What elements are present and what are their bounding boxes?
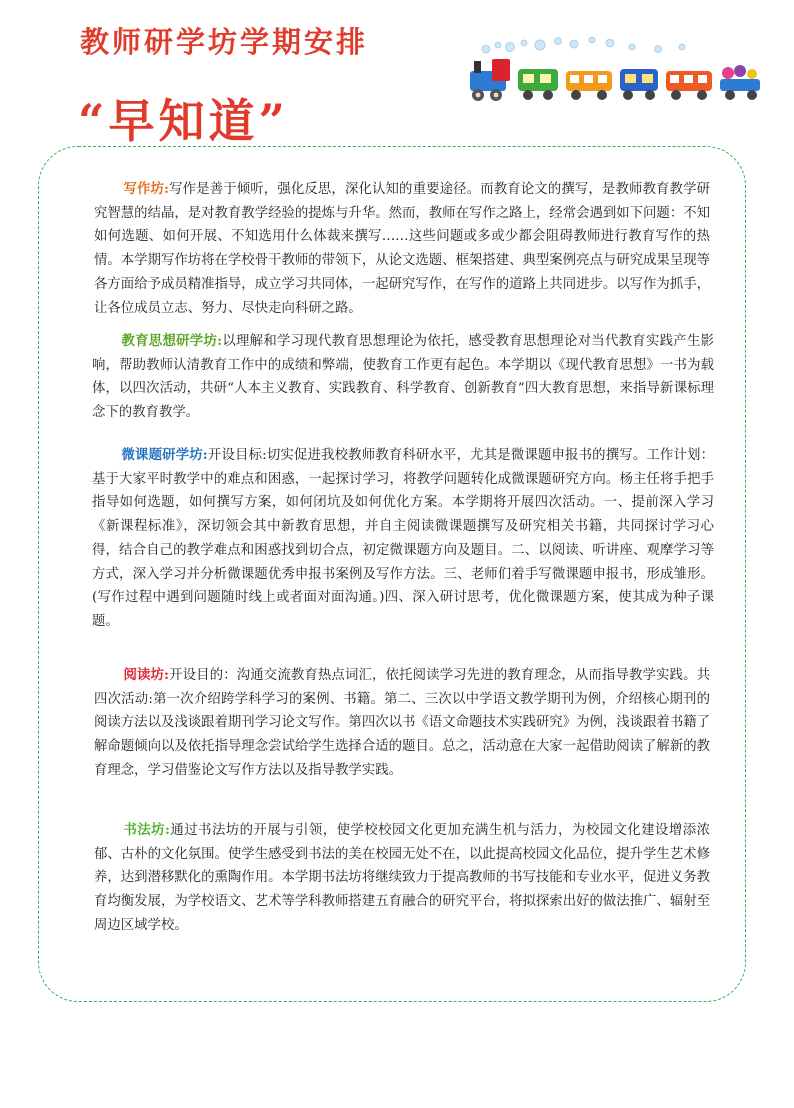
section-text: 通过书法坊的开展与引领，使学校校园文化更加充满生机与活力，为校园文化建设增添浓郁、古朴的文化氛围。使学生感受到书法的美在校园无处不在，以此提高校园文化品位，提升学生艺术修养，达到潜移默化的熏陶作用。本学期书法坊将继续致力于提高教师的书写技能和专业水平，促进义务教育均衡发展，为学校语文、艺术等学科教师搭建五育融合的研究平台，将拟探索出好的做法推广、辐射至周边区域学校。 (94, 823, 710, 933)
section-label: 微课题研学坊: (121, 447, 208, 463)
section-education-thought (92, 330, 714, 425)
section-label: 阅读坊: (123, 667, 169, 683)
section-text: 开设目标:切实促进我校教师教育科研水平，尤其是微课题申报书的撰写。工作计划：基于大家平时教学中的难点和困惑，一起探讨学习，将教学问题转化成微课题研究方向。杨主任将手把手指导如何选题，如何撰写方案，如何闭坑及如何优化方案。本学期将开展四次活动。一、提前深入学习《新课程标准》，深切领会其中新教育思想，并自主阅读微课题撰写及研究相关书籍，共同探讨学习心得，结合自己的教学难点和困惑找到切合点，初定微课题方向及题目。二、以阅读、听讲座、观摩学习等方式，深入学习并分析微课题优秀申报书案例及写作方法。三、老师们着手写微课题申报书，形成雏形。(写作过程中遇到问题随时线上或者面对面沟通。)四、深入研讨思考，优化微课题方案，使其成为种子课题。 (92, 448, 714, 629)
section-text: 以理解和学习现代教育思想理论为依托，感受教育思想理论对当代教育实践产生影响，帮助教师认清教育工作中的成绩和弊端，使教育工作更有起色。本学期以《现代教育思想》一书为载体，以四次活动，共研“人本主义教育、实践教育、科学教育、创新教育”四大教育思想，来指导新课标理念下的教育教学。 (92, 334, 715, 421)
section-label: 书法坊: (123, 822, 170, 838)
section-label: 教育思想研学坊: (121, 333, 223, 349)
train-illustration (462, 35, 782, 105)
section-writing (94, 178, 710, 320)
section-text: 开设目的：沟通交流教育热点词汇，依托阅读学习先进的教育理念，从而指导教学实践。共四次活动:第一次介绍跨学科学习的案例、书籍。第二、三次以中学语文教学期刊为例，介绍核心期刊的阅读方法以及浅谈跟着期刊学习论文写作。第四次以书《语文命题技术实践研究》为例，浅谈跟着书籍了解命题倾向以及依托指导理念尝试给学生选择合适的题目。总之，活动意在大家一起借助阅读了解新的教育理念，学习借鉴论文写作方法以及指导教学实践。 (94, 668, 710, 778)
section-label: 写作坊: (123, 181, 169, 197)
section-micro-research (92, 444, 714, 634)
page-subtitle: “早知道” (78, 94, 289, 148)
section-calligraphy (94, 819, 710, 938)
section-text: 写作是善于倾听，强化反思，深化认知的重要途径。而教育论文的撰写，是教师教育教学研究智慧的结晶，是对教育教学经验的提炼与升华。然而，教师在写作之路上，经常会遇到如下问题：不知如何选题、如何开展、不知选用什么体裁来撰写……这些问题或多或少都会阻碍教师进行教育写作的热情。本学期写作坊将在学校骨干教师的带领下，从论文选题、框架搭建、典型案例亮点与研究成果呈现等各方面给予成员精准指导，成立学习共同体，一起研究写作，在写作的道路上共同进步。以写作为抓手，让各位成员立志、努力、尽快走向科研之路。 (94, 182, 710, 316)
page-title: 教师研学坊学期安排 (80, 25, 369, 59)
section-reading (94, 664, 710, 783)
